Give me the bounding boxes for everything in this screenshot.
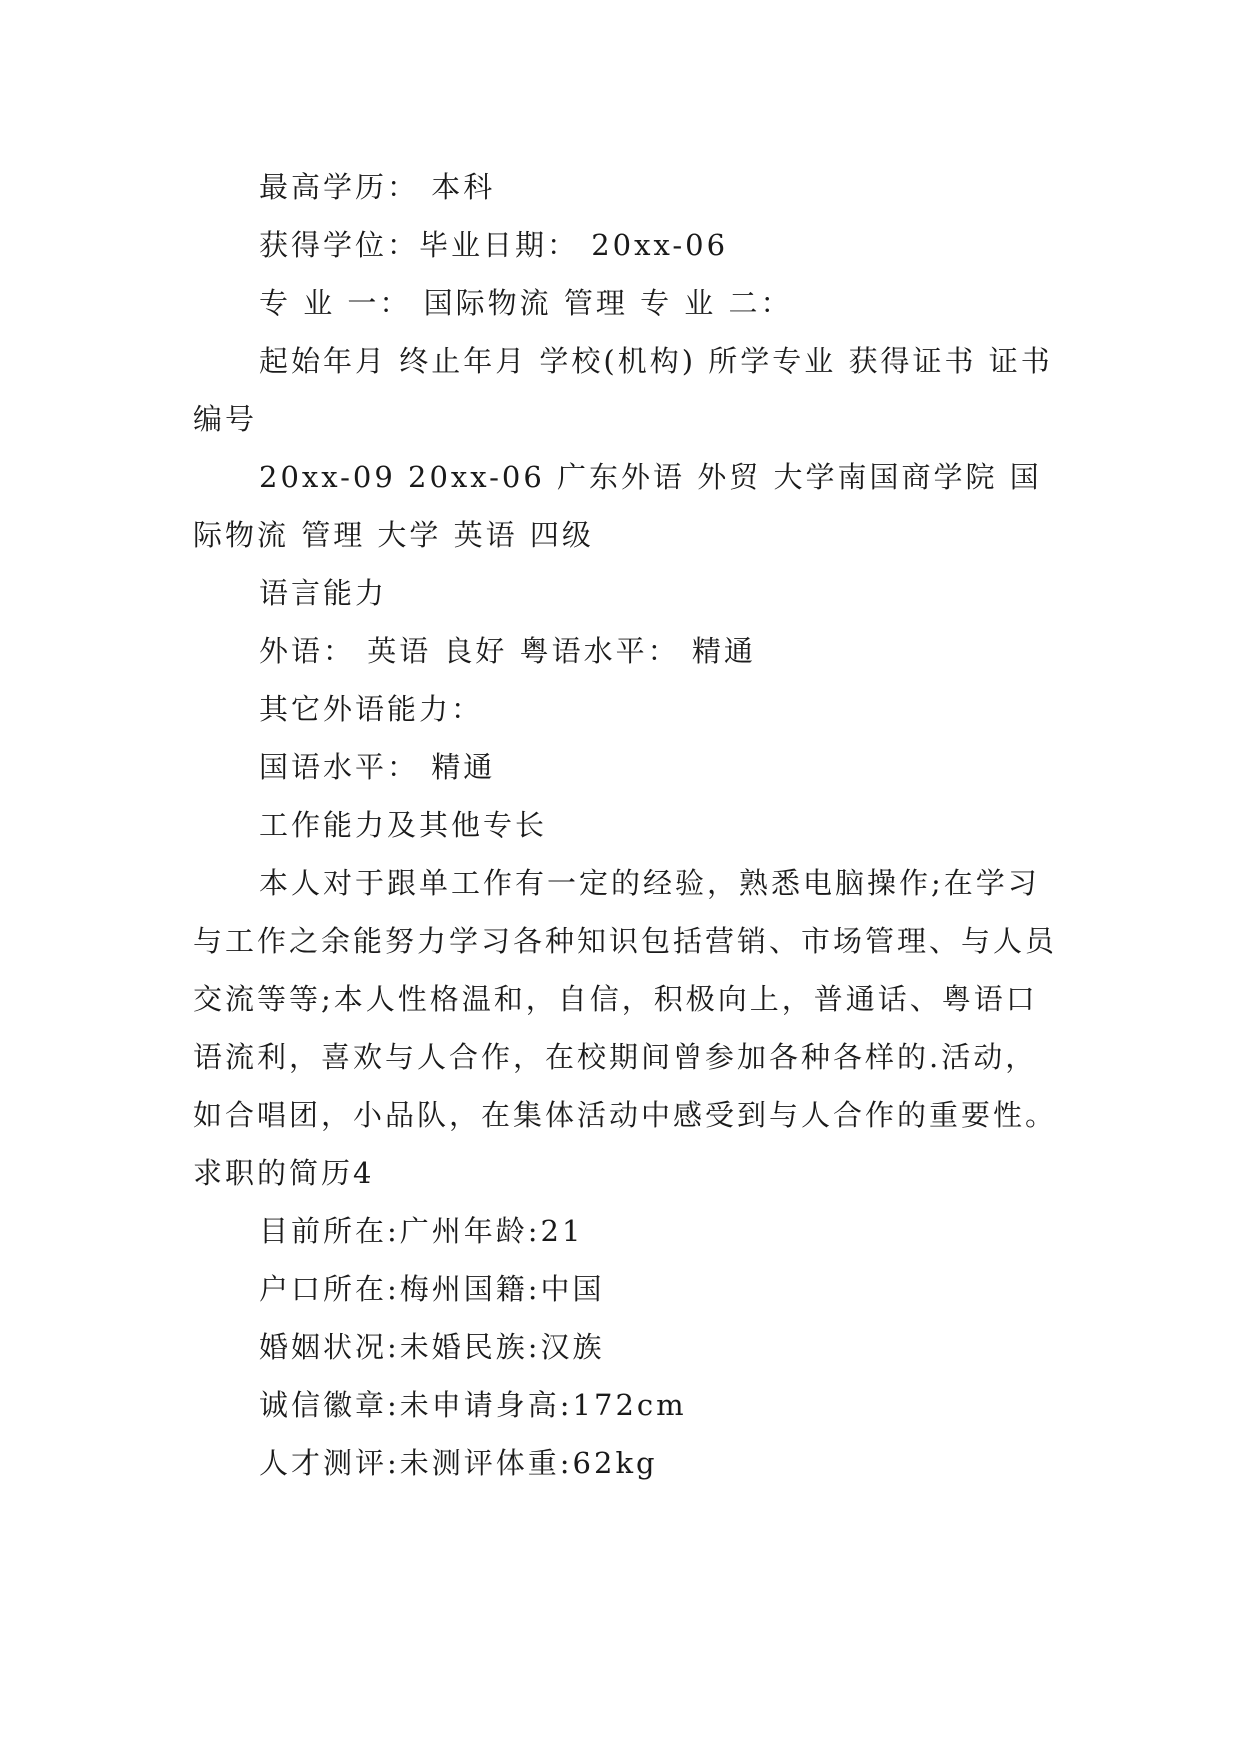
- education-level-line: 最高学历： 本科: [259, 170, 496, 204]
- marital-ethnicity-line: 婚姻状况:未婚民族:汉族: [259, 1330, 605, 1364]
- resume-title: 求职的简历4: [193, 1156, 375, 1190]
- document-body: [193, 158, 1057, 1492]
- hukou-nationality-line: 户口所在:梅州国籍:中国: [259, 1272, 605, 1306]
- major-line: 专 业 一： 国际物流 管理 专 业 二：: [259, 286, 793, 320]
- section-heading-skills: 工作能力及其他专长: [259, 808, 548, 842]
- other-language-line: 其它外语能力：: [259, 692, 484, 726]
- education-record: 20xx-09 20xx-06 广东外语 外贸 大学南国商学院 国际物流 管理 大学 英语 四级: [193, 460, 1042, 552]
- self-description-paragraph: 本人对于跟单工作有一定的经验，熟悉电脑操作;在学习与工作之余能努力学习各种知识包括营销、市场管理、与人员交流等等;本人性格温和，自信，积极向上，普通话、粤语口语流利，喜欢与人合作，在校期间曾参加各种各样的.活动，如合唱团，小品队，在集体活动中感受到与人合作的重要性。: [193, 866, 1058, 1132]
- badge-height-line: 诚信徽章:未申请身高:172cm: [259, 1388, 687, 1422]
- degree-graduation-line: 获得学位：毕业日期： 20xx-06: [259, 228, 729, 262]
- location-age-line: 目前所在:广州年龄:21: [259, 1214, 584, 1248]
- education-table-header: 起始年月 终止年月 学校(机构) 所学专业 获得证书 证书编号: [193, 344, 1053, 436]
- mandarin-level-line: 国语水平： 精通: [259, 750, 496, 784]
- assessment-weight-line: 人才测评:未测评体重:62kg: [259, 1446, 658, 1480]
- section-heading-language: 语言能力: [259, 576, 388, 610]
- foreign-language-line: 外语： 英语 良好 粤语水平： 精通: [259, 634, 756, 668]
